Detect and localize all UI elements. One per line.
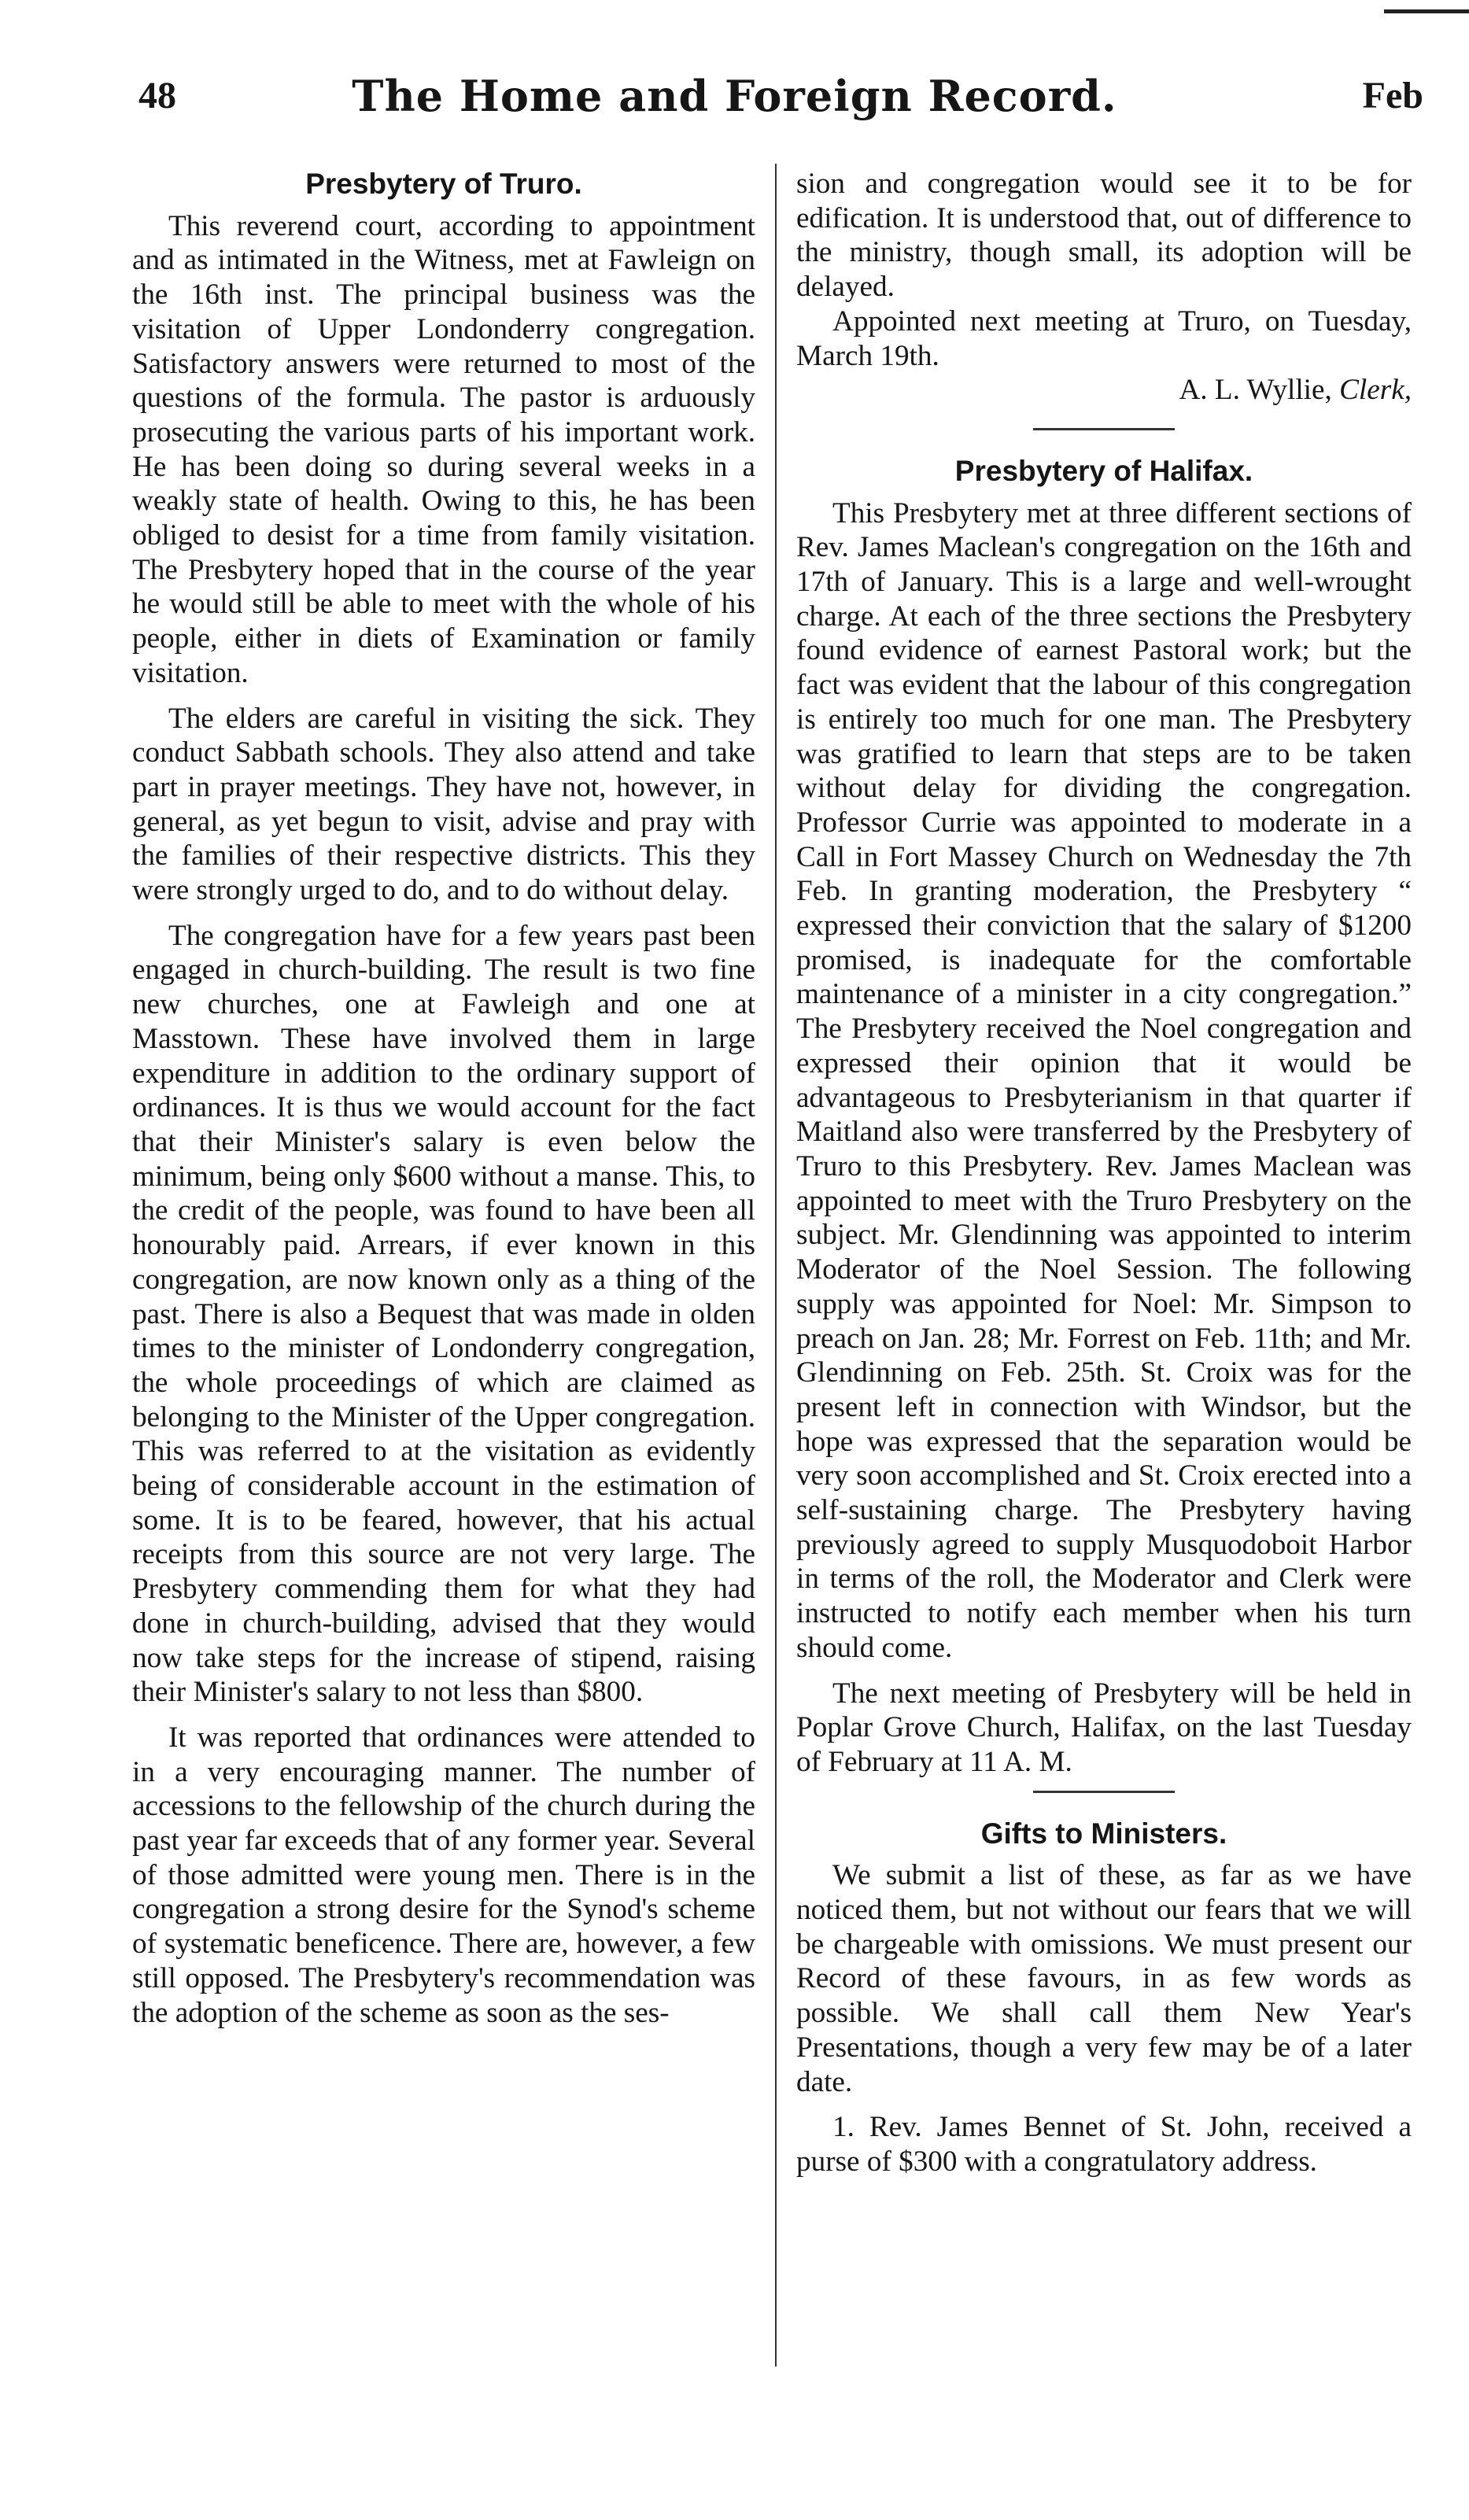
truro-next-meeting: Appointed next meeting at Truro, on Tuesday, March 19th. [796, 304, 1412, 372]
header-month: Feb [1362, 75, 1423, 116]
gifts-paragraph-1: We submit a list of these, as far as we have noticed them, but not without our fears that we will be chargeable with omissions. We must present our Record of these favours, in as few words as possible. We shall call them New Year's Presentations, though a very few may be of a later date. [796, 1859, 1412, 2098]
halifax-paragraph-2: The next meeting of Presbytery will be held in Poplar Grove Church, Halifax, on the last Tuesday of February at 11 A. M. [796, 1677, 1412, 1778]
gifts-paragraph-2: 1. Rev. James Bennet of St. John, received a purse of $300 with a congratulatory address. [796, 2111, 1412, 2178]
section-rule [1033, 428, 1175, 430]
section-rule [1033, 1791, 1175, 1793]
section-title-truro: Presbytery of Truro. [305, 168, 582, 200]
right-column [796, 167, 1412, 2190]
page-number: 48 [138, 75, 176, 116]
truro-continuation: sion and congregation would see it to be for edification. It is understood that, out of difference to the ministry, though small, its adoption will be delayed. [796, 168, 1412, 304]
section-title-halifax: Presbytery of Halifax. [954, 454, 1253, 487]
left-column [132, 167, 755, 2041]
running-header [0, 69, 1469, 132]
clerk-signature [796, 373, 1412, 408]
signature-role: Clerk, [1339, 374, 1412, 407]
section-title-gifts: Gifts to Ministers. [980, 1817, 1227, 1850]
signature-name: A. L. Wyllie, [1179, 374, 1332, 407]
halifax-paragraph-1: This Presbytery met at three different sections of Rev. James Maclean's congregation on the 16th and 17th of January. This is a large and well-wrought charge. At each of the three sections the Presbytery found evidence of earnest Pastoral work; but the fact was evident that the labour of this congregation is entirely too much for one man. The Presbytery was gratified to learn that steps are to be taken without delay for dividing the congregation. Professor Currie was appointed to moderate in a Call in Fort Massey Church on Wednesday the 7th Feb. In granting moderation, the Presbytery “ expressed their conviction that the salary of $1200 promised, is inadequate for the comfortable maintenance of a minister in a city congregation.” The Presbytery received the Noel congregation and expressed their opinion that it would be advantageous to Presbyterianism in that quarter if Maitland also were transferred by the Presbytery of Truro to this Presbytery. Rev. James Maclean was appointed to meet with the Truro Presbytery on the subject. Mr. Glendinning was appointed to interim Moderator of the Noel Session. The following supply was appointed for Noel: Mr. Simpson to preach on Jan. 28; Mr. Forrest on Feb. 11th; and Mr. Glendinning on Feb. 25th. St. Croix was for the present left in connection with Windsor, but the hope was expressed that the separation would be very soon accomplished and St. Croix erected into a self-sustaining charge. The Presbytery having previously agreed to supply Musquodoboit Harbor in terms of the roll, the Moderator and Clerk were instructed to notify each member when his turn should come. [796, 496, 1412, 1664]
journal-title: The Home and Foreign Record. [352, 71, 1117, 121]
corner-rule-mark [1384, 9, 1469, 13]
truro-paragraph-3: The congregation have for a few years past been engaged in church-building. The result is two fine new churches, one at Fawleigh and one at Masstown. These have involved them in large expenditure in addition to the ordinary support of ordinances. It is thus we would account for the fact that their Minister's salary is even below the minimum, being only $600 without a manse. This, to the credit of the people, was found to have been all honourably paid. Arrears, if ever known in this congregation, are now known only as a thing of the past. There is also a Bequest that was made in olden times to the minister of Londonderry congregation, the whole proceedings of which are claimed as belonging to the Minister of the Upper congregation. This was referred to at the visitation as evidently being of considerable account in the estimation of some. It is to be feared, however, that his actual receipts from this source are not very large. The Presbytery commending them for what they had done in church-building, advised that they would now take steps for the increase of stipend, raising their Minister's salary to not less than $800. [132, 919, 755, 1709]
truro-paragraph-4: It was reported that ordinances were attended to in a very encouraging manner. The number of accessions to the fellowship of the church during the past year far exceeds that of any former year. Several of those admitted were young men. There is in the congregation a strong desire for the Synod's scheme of systematic beneficence. There are, however, a few still opposed. The Presbytery's recommendation was the adoption of the scheme as soon as the ses- [132, 1721, 755, 2029]
truro-paragraph-2: The elders are careful in visiting the sick. They conduct Sabbath schools. They also attend and take part in prayer meetings. They have not, however, in general, as yet begun to visit, advise and pray with the families of their respective districts. This they were strongly urged to do, and to do without delay. [132, 702, 755, 907]
truro-paragraph-1: This reverend court, according to appointment and as intimated in the Witness, met at Fawleign on the 16th inst. The principal business was the visitation of Upper Londonderry congregation. Satisfactory answers were returned to most of the questions of the formula. The pastor is arduously prosecuting the various parts of his important work. He has been doing so during several weeks in a weakly state of health. Owing to this, he has been obliged to desist for a time from family visitation. The Presbytery hoped that in the course of the year he would still be able to meet with the whole of his people, either in diets of Examination or family visitation. [132, 209, 755, 689]
column-divider [775, 164, 777, 2367]
